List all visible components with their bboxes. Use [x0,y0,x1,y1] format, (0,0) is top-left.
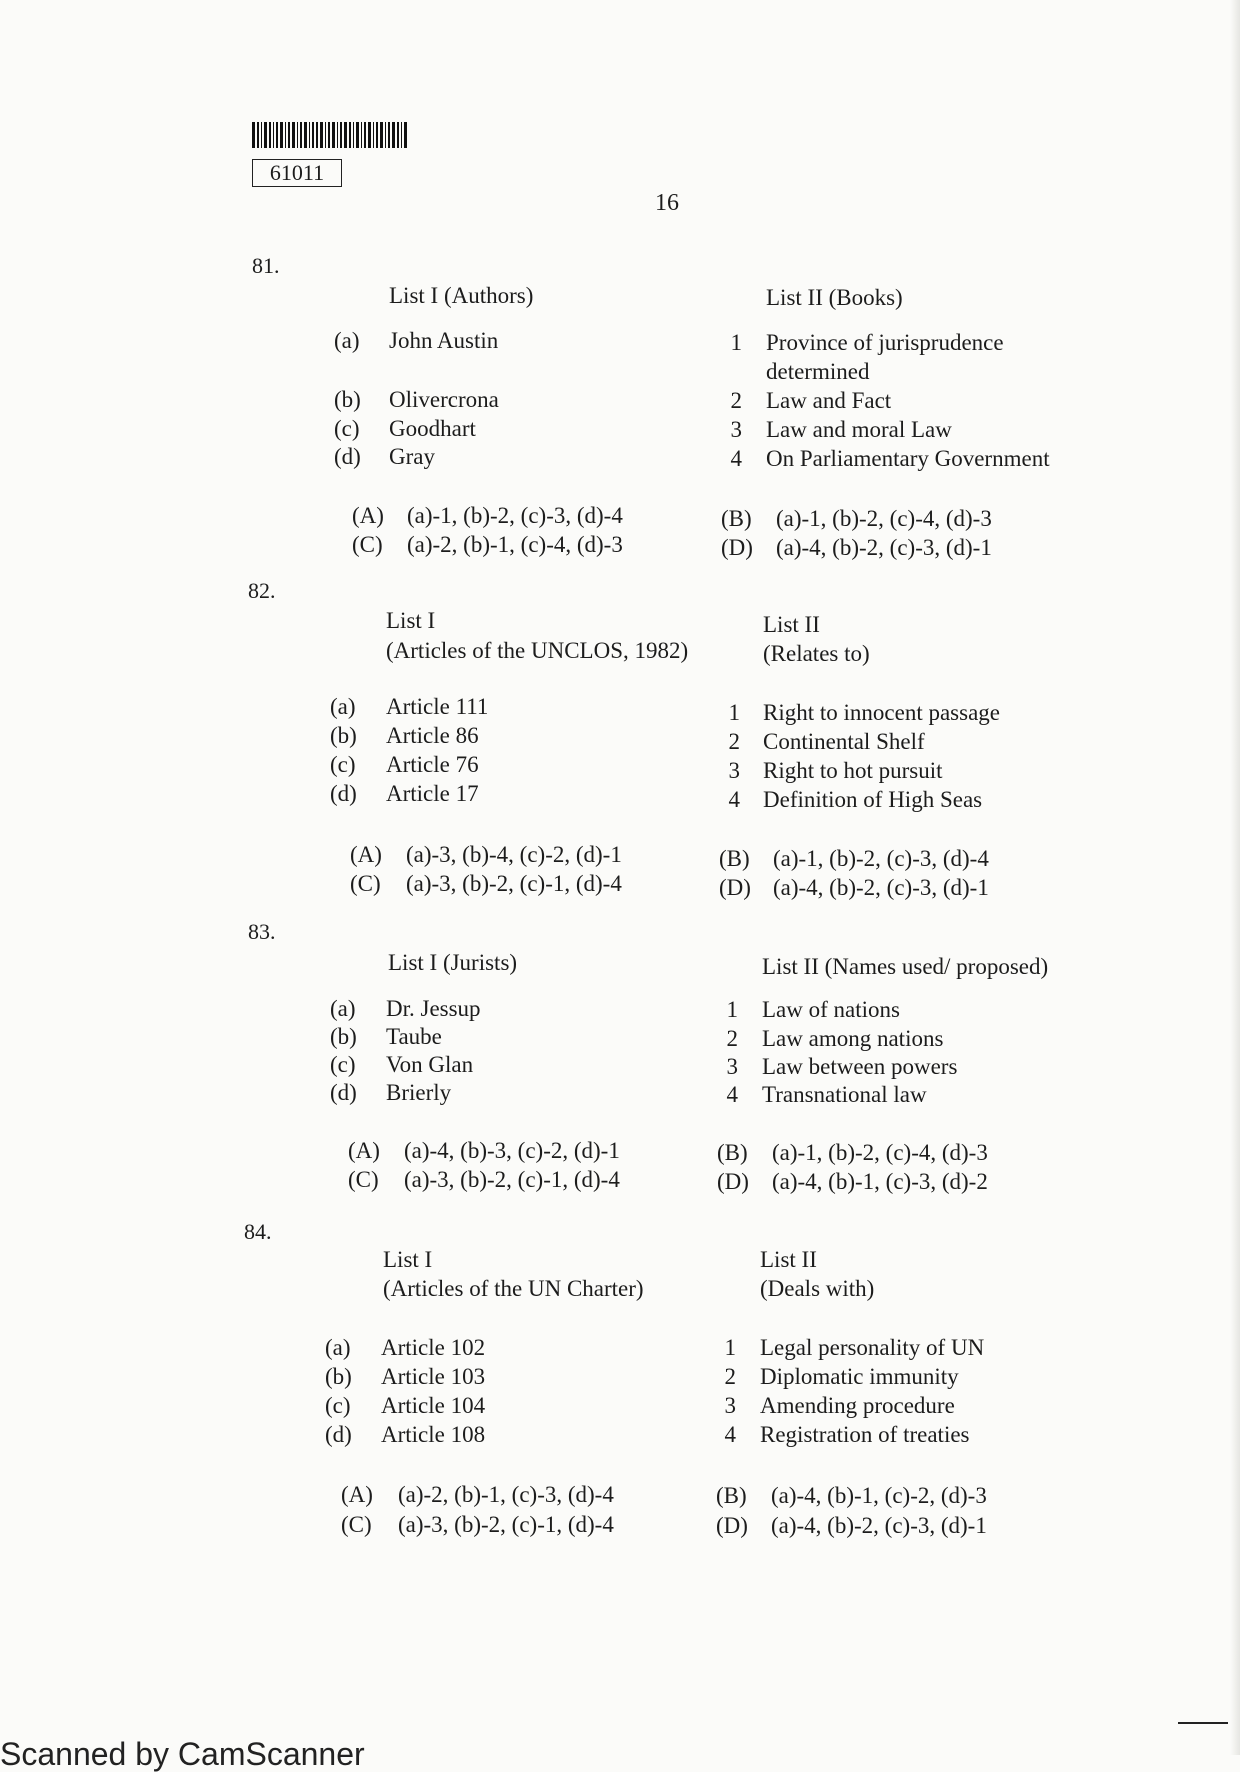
option-key: (C) [348,1167,379,1192]
match-number: 2 [726,1026,738,1051]
question-number: 83. [248,919,276,944]
item-value: Von Glan [386,1052,474,1077]
match-number: 1 [724,1335,736,1360]
option-key: (D) [716,1513,748,1538]
scan-edge [1230,0,1240,1755]
match-number: 3 [724,1393,736,1418]
item-value: Brierly [386,1080,452,1105]
option-key: (A) [348,1138,380,1163]
match-number: 3 [728,758,740,783]
list1-heading: List I (Jurists) [388,950,518,975]
paper-code: 61011 [252,159,342,187]
match-value: On Parliamentary Government [766,446,1050,471]
option-key: (C) [352,532,383,557]
option-value: (a)-1, (b)-2, (c)-4, (d)-3 [776,506,992,531]
option-key: (B) [719,846,750,871]
list2-heading: List II [763,612,820,637]
match-number: 2 [724,1364,736,1389]
match-value: Amending procedure [760,1393,955,1418]
item-key: (c) [325,1393,351,1418]
option-value: (a)-1, (b)-2, (c)-3, (d)-4 [773,846,989,871]
question-number: 84. [244,1219,272,1244]
list2-heading: List II [760,1247,817,1272]
item-value: John Austin [389,328,499,353]
item-value: Gray [389,444,435,469]
item-key: (b) [330,723,357,748]
match-number: 1 [726,997,738,1022]
item-value: Article 86 [386,723,479,748]
match-number: 4 [730,446,742,471]
list1-subheading: (Articles of the UNCLOS, 1982) [386,638,689,663]
item-value: Taube [386,1024,442,1049]
match-number: 4 [724,1422,736,1447]
scanner-footer: Scanned by CamScanner [0,1736,365,1772]
option-value: (a)-4, (b)-1, (c)-3, (d)-2 [772,1169,988,1194]
match-number: 3 [730,417,742,442]
option-key: (A) [341,1482,373,1507]
option-value: (a)-3, (b)-4, (c)-2, (d)-1 [406,842,622,867]
item-value: Article 104 [381,1393,486,1418]
option-key: (A) [350,842,382,867]
match-number: 1 [728,700,740,725]
list1-subheading: (Articles of the UN Charter) [383,1276,644,1301]
match-value: Right to hot pursuit [763,758,943,783]
option-key: (D) [717,1169,749,1194]
question-number: 81. [252,253,280,278]
list2-heading: List II (Names used/ proposed) [762,954,1049,979]
list2-subheading: (Relates to) [763,641,870,666]
item-key: (a) [330,694,356,719]
item-value: Goodhart [389,416,476,441]
match-number: 3 [726,1054,738,1079]
match-value: Right to innocent passage [763,700,1000,725]
barcode [252,122,409,148]
item-key: (d) [330,1080,357,1105]
option-key: (B) [717,1140,748,1165]
item-key: (d) [330,781,357,806]
item-key: (c) [330,752,356,777]
list1-heading: List I [383,1247,433,1272]
option-key: (C) [350,871,381,896]
item-value: Olivercrona [389,387,499,412]
match-number: 2 [730,388,742,413]
list1-heading: List I [386,608,436,633]
option-value: (a)-4, (b)-1, (c)-2, (d)-3 [771,1483,987,1508]
option-key: (B) [716,1483,747,1508]
option-value: (a)-3, (b)-2, (c)-1, (d)-4 [398,1512,614,1537]
item-key: (d) [334,444,361,469]
item-key: (b) [330,1024,357,1049]
scan-mark [1178,1722,1228,1724]
option-value: (a)-1, (b)-2, (c)-4, (d)-3 [772,1140,988,1165]
item-key: (a) [325,1335,351,1360]
match-value: Law of nations [762,997,900,1022]
option-value: (a)-4, (b)-2, (c)-3, (d)-1 [773,875,989,900]
item-key: (a) [330,996,356,1021]
item-key: (c) [334,416,360,441]
option-value: (a)-3, (b)-2, (c)-1, (d)-4 [406,871,622,896]
match-number: 4 [726,1082,738,1107]
match-value: Law between powers [762,1054,958,1079]
match-value: Diplomatic immunity [760,1364,959,1389]
match-value: Legal personality of UN [760,1335,985,1360]
match-number: 1 [730,330,742,355]
option-value: (a)-2, (b)-1, (c)-3, (d)-4 [398,1482,614,1507]
match-value: Law among nations [762,1026,944,1051]
option-value: (a)-4, (b)-3, (c)-2, (d)-1 [404,1138,620,1163]
item-value: Article 108 [381,1422,486,1447]
item-value: Dr. Jessup [386,996,481,1021]
match-value-cont: determined [766,359,870,384]
option-key: (D) [721,535,753,560]
match-value: Definition of High Seas [763,787,983,812]
item-key: (a) [334,328,360,353]
page-number: 16 [655,190,679,216]
option-value: (a)-2, (b)-1, (c)-4, (d)-3 [407,532,623,557]
item-value: Article 17 [386,781,479,806]
option-key: (A) [352,503,384,528]
list2-subheading: (Deals with) [760,1276,875,1301]
match-number: 2 [728,729,740,754]
option-key: (D) [719,875,751,900]
item-value: Article 111 [386,694,489,719]
list1-heading: List I (Authors) [389,283,534,308]
question-number: 82. [248,578,276,603]
match-value: Transnational law [762,1082,927,1107]
match-number: 4 [728,787,740,812]
match-value: Registration of treaties [760,1422,970,1447]
option-key: (B) [721,506,752,531]
item-value: Article 102 [381,1335,486,1360]
option-value: (a)-3, (b)-2, (c)-1, (d)-4 [404,1167,620,1192]
option-value: (a)-1, (b)-2, (c)-3, (d)-4 [407,503,623,528]
item-value: Article 103 [381,1364,486,1389]
item-value: Article 76 [386,752,479,777]
list2-heading: List II (Books) [766,285,903,310]
option-key: (C) [341,1512,372,1537]
match-value: Law and moral Law [766,417,952,442]
item-key: (b) [334,387,361,412]
match-value: Province of jurisprudence [766,330,1004,355]
item-key: (c) [330,1052,356,1077]
option-value: (a)-4, (b)-2, (c)-3, (d)-1 [776,535,992,560]
item-key: (b) [325,1364,352,1389]
option-value: (a)-4, (b)-2, (c)-3, (d)-1 [771,1513,987,1538]
match-value: Law and Fact [766,388,892,413]
match-value: Continental Shelf [763,729,925,754]
item-key: (d) [325,1422,352,1447]
